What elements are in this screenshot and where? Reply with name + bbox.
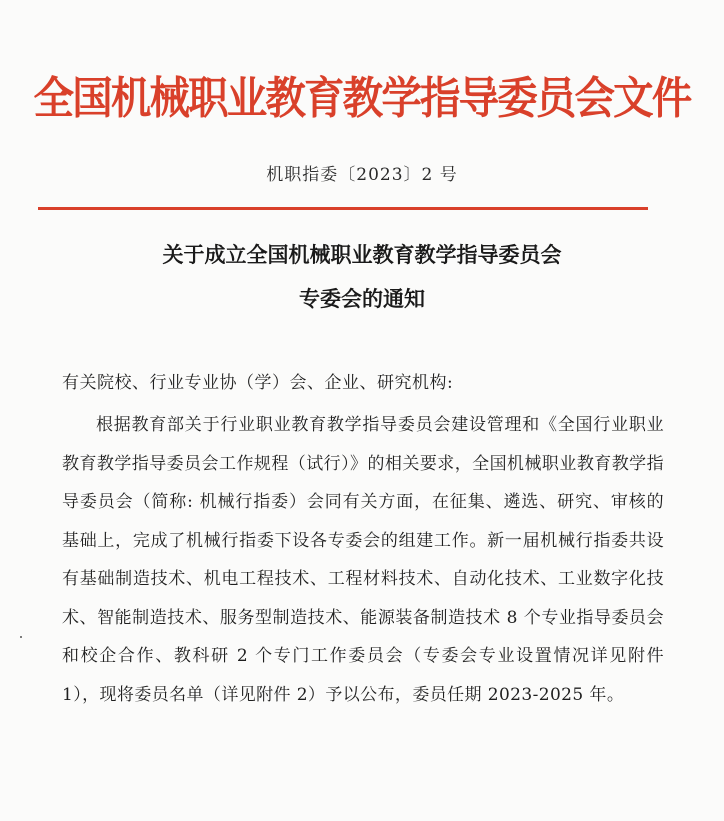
red-divider-line (38, 207, 648, 210)
salutation: 有关院校、行业专业协（学）会、企业、研究机构: (62, 373, 454, 393)
notice-title-line-1: 关于成立全国机械职业教育教学指导委员会 (162, 242, 562, 267)
scan-speck (20, 636, 22, 638)
document-number: 机职指委〔2023〕2 号 (266, 165, 458, 185)
document-header-title: 全国机械职业教育教学指导委员会文件 (33, 73, 691, 124)
body-paragraph: 根据教育部关于行业职业教育教学指导委员会建设管理和《全国行业职业教育教学指导委员会工作规程（试行）》的相关要求，全国机械职业教育教学指导委员会（简称: 机械行指委）会同有关方面，在征集、遴选、研究、审核的基础上，完成了机械行指委下设各专委会的组建工作。新一届机械行指委共设有基础制造技术、机电工程技术、工程材料技术、自动化技术、工业数字化技术、智能制造技术、服务型制造技术、能源装备制造技术 8 个专业指导委员会和校企合作、教科研 2 个专门工作委员会（专委会专业设置情况详见附件 1），现将委员名单（详见附件 2）予以公布，委员任期 2023-2025 年。 (62, 415, 664, 705)
notice-title-line-2: 专委会的通知 (299, 286, 425, 311)
